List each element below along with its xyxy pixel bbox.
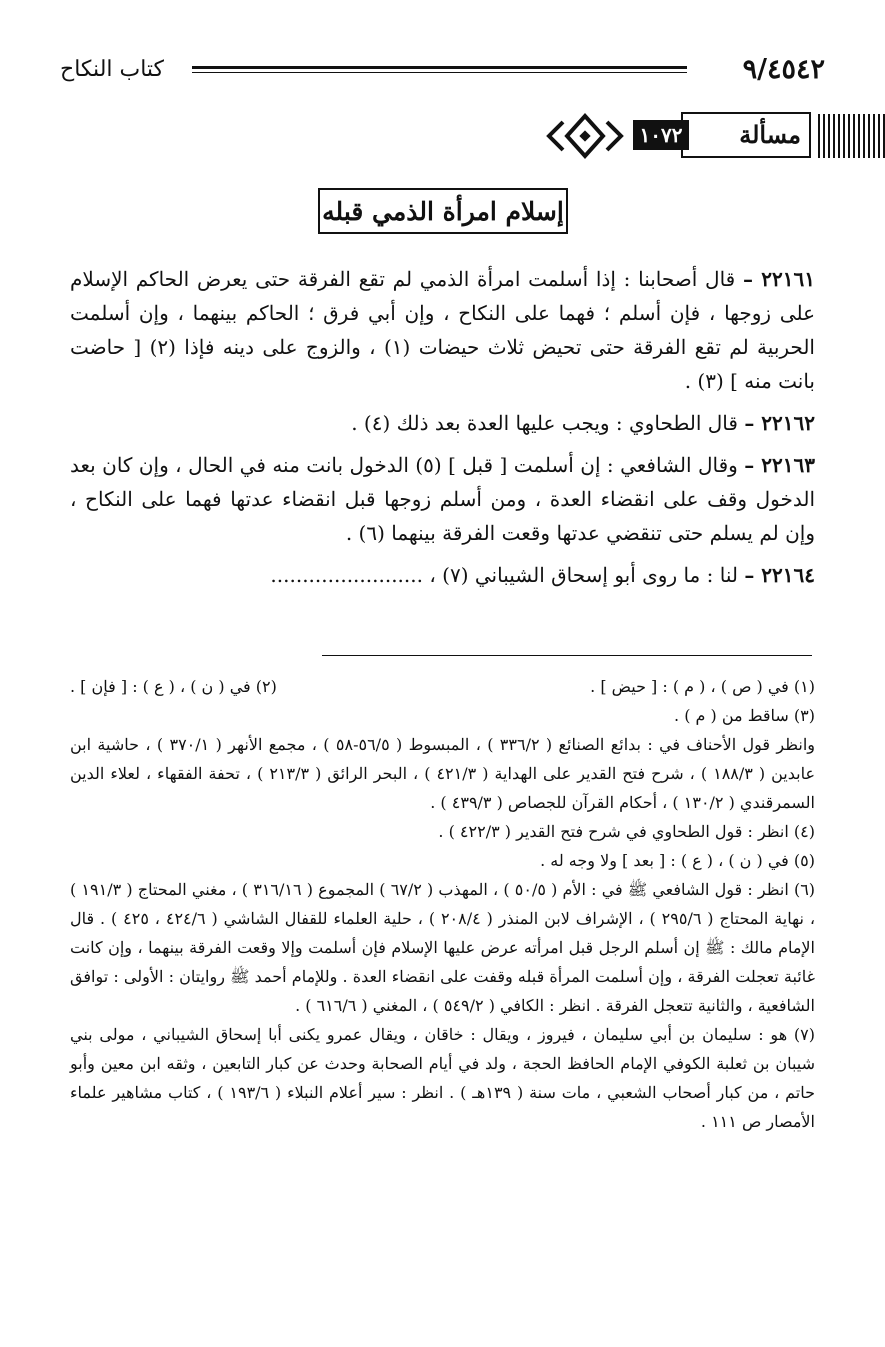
- paragraph: [70, 262, 815, 398]
- footnote-5: (٥) في ( ن ) ، ( ع ) : [ بعد ] ولا وجه له .: [540, 851, 815, 870]
- paragraph-text: قال الطحاوي : ويجب عليها العدة بعد ذلك (٤) .: [351, 411, 745, 435]
- footnote-1: (١) في ( ص ) ، ( م ) : [ حيض ] .: [590, 677, 815, 696]
- masala-number: ١٠٧٢: [633, 120, 689, 150]
- paragraph-number: ٢٢١٦١ –: [742, 267, 815, 291]
- running-header: [60, 52, 825, 88]
- paragraph-number: ٢٢١٦٢ –: [744, 411, 815, 435]
- paragraph: [70, 558, 815, 592]
- book-title: كتاب النكاح: [60, 57, 165, 82]
- footnote-2: (٢) في ( ن ) ، ( ع ) : [ فإن ] .: [70, 677, 277, 696]
- body-text: [70, 262, 815, 600]
- ornament-icon: [545, 112, 625, 160]
- masala-banner: [545, 112, 885, 160]
- footnote-4: (٤) انظر : قول الطحاوي في شرح فتح القدير ( ٤٢٢/٣ ) .: [438, 822, 815, 841]
- masala-label: مسألة: [739, 120, 801, 149]
- paragraph-number: ٢٢١٦٣ –: [744, 453, 815, 477]
- paragraph-text: قال أصحابنا : إذا أسلمت امرأة الذمي لم تقع الفرقة حتى يعرض الحاكم الإسلام على زوجها ، فإن أسلم ؛ فهما على النكاح ، وإن أبي فرق ؛ الحاكم بينهما ، وإن أسلمت الحربية لم تقع الفرقة حتى تحيض ثلاث حيضات (١) ، والزوج على دينه فإذا (٢) [ حاضت بانت منه ] (٣) .: [70, 267, 815, 393]
- footnote-row: [70, 672, 815, 701]
- footnote-6: (٦) انظر : قول الشافعي ﷺ في : الأم ( ٥٠/٥ ) ، المهذب ( ٦٧/٢ ) المجموع ( ٣١٦/١٦ ) ، مغني المحتاج ( ١٩١/٣ ) ، نهاية المحتاج ( ٢٩٥/٦ ) ، الإشراف لابن المنذر ( ٢٠٨/٤ ) ، حلية العلماء للقفال الشاشي ( ٤٢٤/٦ ، ٤٢٥ ) . قال الإمام مالك : ﷺ إن أسلم الرجل قبل امرأته عرض عليها الإسلام فإن أسلمت وإلا وقعت الفرقة بينهما ، وإن كانت غائبة تعجلت الفرقة ، وإن أسلمت المرأة قبله وقفت على انقضاء العدة . وللإمام أحمد ﷺ روايتان : الأولى : توافق الشافعية ، والثانية تتعجل الفرقة . انظر : الكافي ( ٥٤٩/٢ ) ، المغني ( ٦١٦/٦ ) .: [70, 880, 816, 1015]
- banner-stripes: [815, 114, 885, 158]
- paragraph: [70, 406, 815, 440]
- paragraph-text: وقال الشافعي : إن أسلمت [ قبل ] (٥) الدخول بانت منه في الحال ، وإن كان بعد الدخول وقف على انقضاء العدة ، ومن أسلم زوجها قبل انقضاء عدتها فهما على النكاح ، وإن لم يسلم حتى تنقضي عدتها وقعت الفرقة بينهما (٦) .: [70, 453, 815, 545]
- paragraph-number: ٢٢١٦٤ –: [744, 563, 815, 587]
- section-title: إسلام امرأة الذمي قبله: [322, 197, 564, 226]
- header-rule-thin: [192, 72, 687, 73]
- header-rule: [192, 66, 687, 69]
- page-number: ٩/٤٥٤٢: [742, 54, 825, 85]
- footnote-3: (٣) ساقط من ( م ) .: [674, 706, 815, 725]
- footnote-3-references: وانظر قول الأحناف في : بدائع الصنائع ( ٣٣٦/٢ ) ، المبسوط ( ٥٦/٥-٥٨ ) ، مجمع الأنهر ( ٣٧٠/١ ) ، حاشية ابن عابدين ( ١٨٨/٣ ) ، شرح فتح القدير على الهداية ( ٤٢١/٣ ) ، البحر الرائق ( ٢١٣/٣ ) ، تحفة الفقهاء ، لعلاء الدين السمرقندي ( ١٣٠/٢ ) ، أحكام القرآن للجصاص ( ٤٣٩/٣ ) .: [70, 735, 816, 812]
- paragraph-text: لنا : ما روى أبو إسحاق الشيباني (٧) ، ........................: [270, 563, 745, 587]
- footnote-divider: [322, 655, 812, 656]
- footnotes: [70, 672, 815, 1136]
- paragraph: [70, 448, 815, 550]
- footnote-7: (٧) هو : سليمان بن أبي سليمان ، فيروز ، ويقال : خاقان ، ويقال عمرو يكنى أبا إسحاق الشيباني ، مولى بني شيبان بن ثعلبة الكوفي الإمام الحافظ الحجة ، ولد في أيام الصحابة وحدث عن كبار التابعين ، وثقه ابن معين وأبو حاتم ، من كبار أصحاب الشعبي ، مات سنة ( ١٣٩هـ ) . انظر : سير أعلام النبلاء ( ١٩٣/٦ ) ، كتاب مشاهير علماء الأمصار ص ١١١ .: [70, 1025, 816, 1131]
